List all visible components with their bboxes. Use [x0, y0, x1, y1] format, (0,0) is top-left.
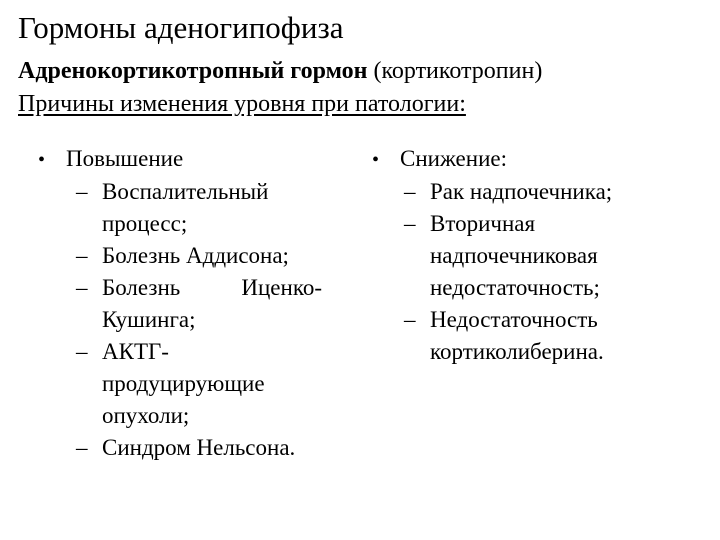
hormone-name: Адренокортикотропный гормон [18, 58, 368, 84]
list-item-line: Синдром Нельсона. [102, 435, 296, 460]
list-item [404, 176, 692, 208]
list-item [76, 176, 358, 240]
list-item-line: Кушинга; [102, 307, 196, 332]
bullet-icon: • [38, 149, 46, 171]
increase-heading: Повышение [66, 146, 184, 171]
increase-heading-row [38, 143, 358, 176]
list-item-line: Болезнь [102, 275, 181, 300]
list-item-line: надпочечниковая [430, 243, 598, 268]
dash-icon: – [404, 179, 416, 204]
dash-icon: – [76, 275, 88, 300]
list-item-line: опухоли; [102, 403, 190, 428]
dash-icon: – [404, 211, 416, 236]
list-item-line: Недостаточность [430, 307, 598, 332]
hormone-alt-name: (кортикотропин) [367, 58, 543, 84]
dash-icon: – [76, 435, 88, 460]
list-item-line: Воспалительный [102, 179, 269, 204]
list-item-line: недостаточность; [430, 275, 600, 300]
list-item [404, 304, 692, 368]
dash-icon: – [76, 243, 88, 268]
bullet-icon: • [372, 149, 380, 171]
decrease-heading-row [372, 143, 692, 176]
slide-title: Гормоны аденогипофиза [18, 10, 344, 45]
list-item-line: АКТГ- [102, 339, 169, 364]
list-item-line: Рак надпочечника; [430, 179, 613, 204]
list-item-line: процесс; [102, 211, 188, 236]
list-item-line: Вторичная [430, 211, 536, 236]
dash-icon: – [76, 339, 88, 364]
decrease-heading: Снижение: [400, 146, 507, 171]
list-item [76, 336, 358, 432]
list-item [76, 272, 358, 336]
hormone-subtitle [18, 57, 542, 86]
dash-icon: – [76, 179, 88, 204]
dash-icon: – [404, 307, 416, 332]
section-heading: Причины изменения уровня при патологии: [18, 91, 466, 117]
list-item-line: Иценко- [241, 275, 322, 300]
list-item-line: продуцирующие [102, 371, 265, 396]
list-item-line: кортиколиберина. [430, 339, 604, 364]
list-item [404, 208, 692, 304]
list-item [76, 240, 358, 272]
list-item [76, 432, 358, 464]
list-item-line: Болезнь Аддисона; [102, 243, 289, 268]
increase-column [38, 143, 358, 464]
decrease-column [372, 143, 692, 368]
